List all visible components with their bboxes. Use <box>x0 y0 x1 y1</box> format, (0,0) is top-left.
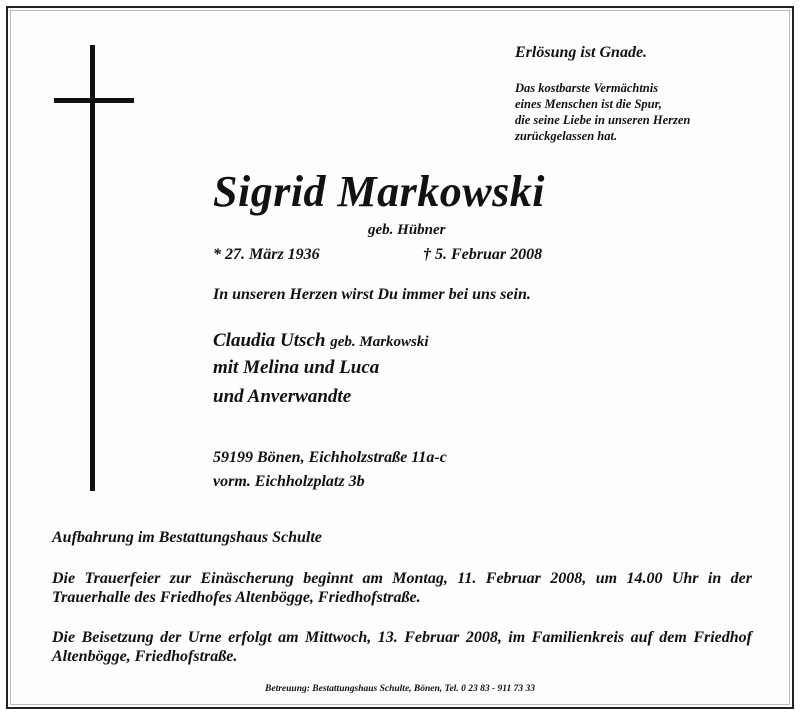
death-date: † 5. Februar 2008 <box>423 246 543 263</box>
notice-viewing: Aufbahrung im Bestattungshaus Schulte <box>52 529 322 546</box>
address-line-1: 59199 Bönen, Eichholzstraße 11a-c <box>213 449 447 466</box>
mourner-name: Claudia Utsch <box>213 330 326 351</box>
cross-vertical-bar <box>90 45 95 491</box>
address-line-2: vorm. Eichholzplatz 3b <box>213 473 365 490</box>
cross-horizontal-bar <box>54 98 134 103</box>
notice-funeral-service: Die Trauerfeier zur Einäscherung beginnt am Montag, 11. Februar 2008, um 14.00 Uhr in der Trauerhalle des Friedhofes Altenbögge, Friedhofstraße. <box>52 570 752 606</box>
motto-line: Das kostbarste Vermächtnis <box>515 81 659 95</box>
motto-line: die seine Liebe in unseren Herzen <box>515 113 691 127</box>
mourner-name-suffix: geb. Markowski <box>330 334 429 350</box>
deceased-name: Sigrid Markowski <box>213 167 545 216</box>
dedication-line: In unseren Herzen wirst Du immer bei uns sein. <box>213 286 531 303</box>
footer-credit: Betreuung: Bestattungshaus Schulte, Bönen, Tel. 0 23 83 - 911 73 33 <box>265 684 535 694</box>
mourner-line-1 <box>213 330 429 352</box>
motto-title: Erlösung ist Gnade. <box>515 44 648 61</box>
mourner-line-2: mit Melina und Luca <box>213 357 380 378</box>
mourner-line-3: und Anverwandte <box>213 386 352 407</box>
motto-line: zurückgelassen hat. <box>515 129 618 143</box>
notice-burial: Die Beisetzung der Urne erfolgt am Mittwoch, 13. Februar 2008, im Familienkreis auf dem Friedhof Altenbögge, Friedhofstraße. <box>52 629 752 665</box>
maiden-name: geb. Hübner <box>368 222 446 238</box>
birth-date: * 27. März 1936 <box>213 246 320 263</box>
motto-line: eines Menschen ist die Spur, <box>515 97 662 111</box>
